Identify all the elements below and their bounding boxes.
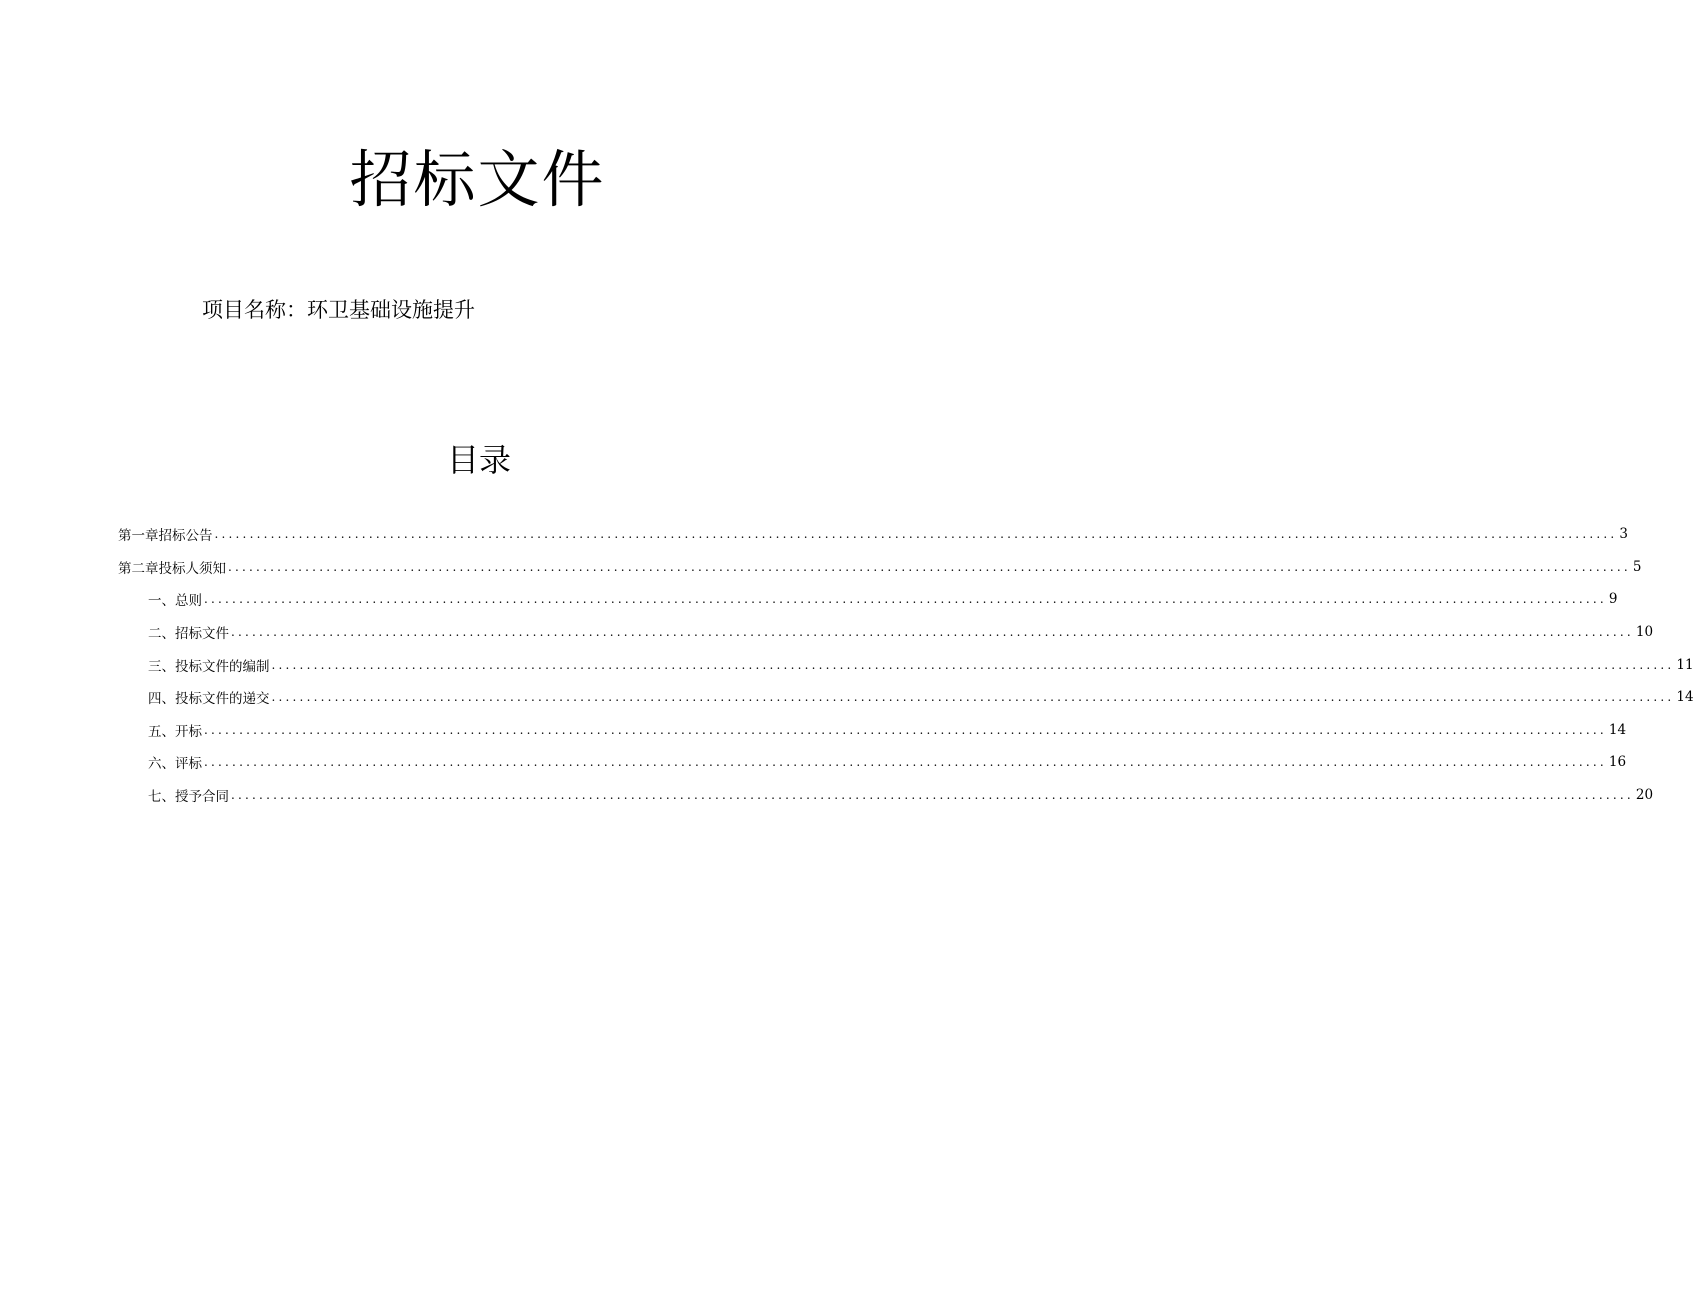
toc-entry-label: 七、授予合同 bbox=[148, 785, 231, 805]
toc-entry[interactable] bbox=[118, 518, 1628, 551]
toc-dot-leader: ........................................................................................................................................................................................................ bbox=[214, 527, 1618, 542]
toc-entry[interactable] bbox=[118, 714, 1627, 747]
toc-entry-page: 9 bbox=[1608, 591, 1618, 608]
toc-entry-page: 11 bbox=[1676, 656, 1694, 673]
toc-entry-label: 二、招标文件 bbox=[148, 622, 231, 642]
toc-title: 目录 bbox=[446, 441, 511, 479]
toc-entry[interactable] bbox=[118, 551, 1642, 584]
toc-entry[interactable] bbox=[118, 681, 1694, 714]
project-name-value: 环卫基础设施提升 bbox=[307, 298, 475, 322]
toc-entry-label: 三、投标文件的编制 bbox=[148, 655, 272, 675]
document-title: 招标文件 bbox=[349, 143, 606, 216]
toc-entry-label: 一、总则 bbox=[148, 589, 204, 609]
toc-entry-label: 第一章招标公告 bbox=[118, 524, 215, 544]
toc-entry-page: 14 bbox=[1676, 689, 1694, 706]
project-name-label: 项目名称： bbox=[202, 298, 307, 322]
toc-dot-leader: ........................................................................................................................................................................................................ bbox=[271, 690, 1675, 705]
toc-entry-label: 第二章投标人须知 bbox=[118, 557, 228, 577]
toc-entry-label: 五、开标 bbox=[148, 720, 204, 740]
toc-dot-leader: ........................................................................................................................................................................................................ bbox=[204, 722, 1607, 737]
toc-entry-label: 六、评标 bbox=[148, 752, 204, 772]
toc-entry-page: 14 bbox=[1608, 721, 1627, 738]
toc-entry-page: 10 bbox=[1635, 624, 1654, 641]
toc-dot-leader: ........................................................................................................................................................................................................ bbox=[271, 657, 1675, 672]
toc-entry[interactable] bbox=[118, 616, 1654, 649]
toc-entry-page: 3 bbox=[1619, 526, 1628, 543]
toc-entry-page: 5 bbox=[1632, 558, 1642, 575]
table-of-contents bbox=[118, 518, 1694, 811]
toc-dot-leader: ........................................................................................................................................................................................................ bbox=[204, 755, 1607, 770]
toc-dot-leader: ........................................................................................................................................................................................................ bbox=[204, 592, 1607, 607]
toc-entry[interactable] bbox=[118, 583, 1618, 616]
toc-entry-page: 20 bbox=[1635, 787, 1654, 804]
project-name-line bbox=[202, 295, 475, 325]
toc-entry-label: 四、投标文件的递交 bbox=[148, 687, 272, 707]
toc-entry-page: 16 bbox=[1608, 754, 1627, 771]
toc-dot-leader: ........................................................................................................................................................................................................ bbox=[231, 625, 1634, 640]
toc-entry[interactable] bbox=[118, 648, 1694, 681]
toc-entry[interactable] bbox=[118, 779, 1654, 812]
toc-entry[interactable] bbox=[118, 746, 1627, 779]
toc-dot-leader: ........................................................................................................................................................................................................ bbox=[228, 559, 1631, 574]
toc-dot-leader: ........................................................................................................................................................................................................ bbox=[231, 788, 1634, 803]
